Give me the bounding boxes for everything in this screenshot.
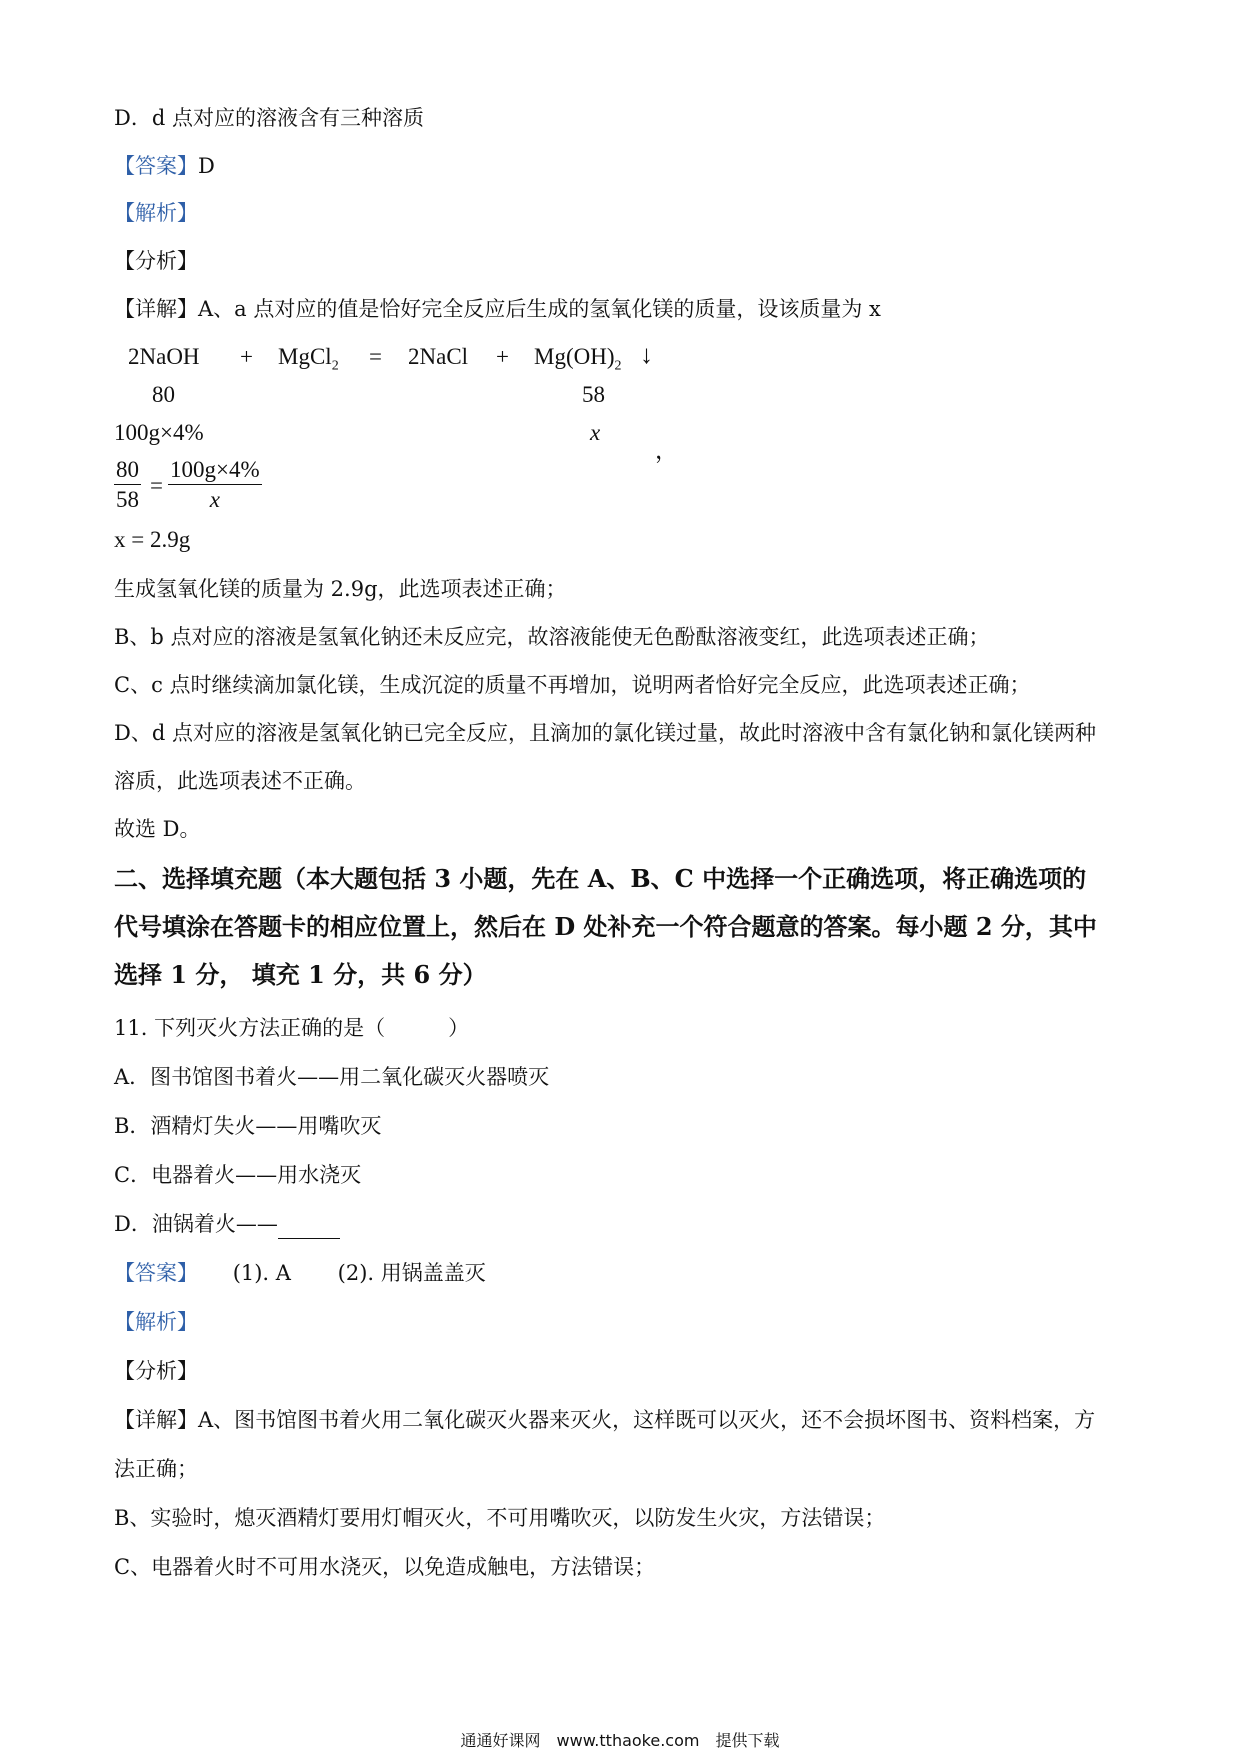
answer-line: [114, 151, 215, 181]
precipitate-arrow: ↓: [640, 340, 653, 369]
molar-mass-naoh: 80: [152, 382, 175, 407]
fraction-left: $\frac{80}{58}$: [116, 457, 139, 512]
molar-mass-mgoh2: 58: [582, 382, 605, 407]
answer-2: (2). 用锅盖盖灭: [337, 1261, 486, 1285]
analysis-tag: 【解析】: [114, 201, 198, 225]
answer-tag: 【答案】: [114, 154, 198, 178]
detail-line: C、电器着火时不可用水浇灭，以免造成触电，方法错误；: [114, 1555, 656, 1579]
comma: ，: [655, 438, 678, 463]
body-line: 溶质，此选项表述不正确。: [114, 769, 366, 793]
section-heading: 选择 1 分， 填充 1 分，共 6 分）: [114, 960, 487, 989]
plus-sign: +: [496, 344, 509, 369]
option-a: A．图书馆图书着火——用二氧化碳灭火器喷灭: [114, 1065, 550, 1089]
detail-line: 【详解】A、a 点对应的值是恰好完全反应后生成的氢氧化镁的质量，设该质量为 x: [114, 297, 881, 321]
answer-tag: 【答案】: [114, 1261, 198, 1285]
answer-1: (1). A: [232, 1261, 291, 1285]
section-heading: 代号填涂在答题卡的相应位置上，然后在 D 处补充一个符合题意的答案。每小题 2 分，其中: [114, 912, 1097, 941]
fraction-right: $\frac{100g\times 4\%}{x}$: [170, 457, 260, 512]
page-footer: 通通好课网 www.tthaoke.com 提供下载: [460, 1731, 780, 1750]
fenxi-tag: 【分析】: [114, 249, 198, 273]
product-nacl: 2NaCl: [408, 344, 469, 369]
answer-line: [114, 1258, 486, 1288]
fill-in-blank: [278, 1218, 340, 1239]
section-heading: 二、选择填充题（本大题包括 3 小题，先在 A、B、C 中选择一个正确选项，将正确选项的: [114, 864, 1087, 893]
body-line: B、b 点对应的溶液是氢氧化钠还未反应完，故溶液能使无色酚酞溶液变红，此选项表述正确；: [114, 625, 990, 649]
detail-line: B、实验时，熄灭酒精灯要用灯帽灭火，不可用嘴吹灭，以防发生火灾，方法错误；: [114, 1506, 886, 1530]
fenxi-tag: 【分析】: [114, 1359, 198, 1383]
reactant-naoh: 2NaOH: [128, 344, 200, 369]
body-line: 生成氢氧化镁的质量为 2.9g，此选项表述正确；: [114, 577, 567, 601]
equals-sign: =: [369, 344, 382, 369]
body-line: 故选 D。: [114, 817, 201, 841]
given-mass: 100g×4%: [114, 420, 204, 445]
question-stem: 11. 下列灭火方法正确的是（ ）: [114, 1016, 470, 1040]
answer-value: D: [198, 154, 215, 178]
option-c: C．电器着火——用水浇灭: [114, 1163, 362, 1187]
detail-line: 法正确；: [114, 1457, 198, 1481]
fraction-equals: =: [150, 473, 163, 498]
analysis-tag: 【解析】: [114, 1310, 198, 1334]
detail-line: 【详解】A、图书馆图书着火用二氧化碳灭火器来灭火，这样既可以灭火，还不会损坏图书、资料档案，方: [114, 1408, 1096, 1432]
body-line: D、d 点对应的溶液是氢氧化钠已完全反应，且滴加的氯化镁过量，故此时溶液中含有氯化钠和氯化镁两种: [114, 721, 1096, 745]
product-mgoh2: $Mg(OH)_2$: [534, 344, 622, 374]
result: x = 2.9g: [114, 527, 191, 552]
option-b: B．酒精灯失火——用嘴吹灭: [114, 1114, 382, 1138]
option-d: D．油锅着火——: [114, 1209, 340, 1239]
plus-sign: +: [240, 344, 253, 369]
unknown-mass: x: [590, 420, 601, 445]
option-d-line: D．d 点对应的溶液含有三种溶质: [114, 106, 424, 130]
reactant-mgcl2: MgCl$_2$: [278, 344, 339, 374]
body-line: C、c 点时继续滴加氯化镁，生成沉淀的质量不再增加，说明两者恰好完全反应，此选项表述正确；: [114, 673, 1031, 697]
